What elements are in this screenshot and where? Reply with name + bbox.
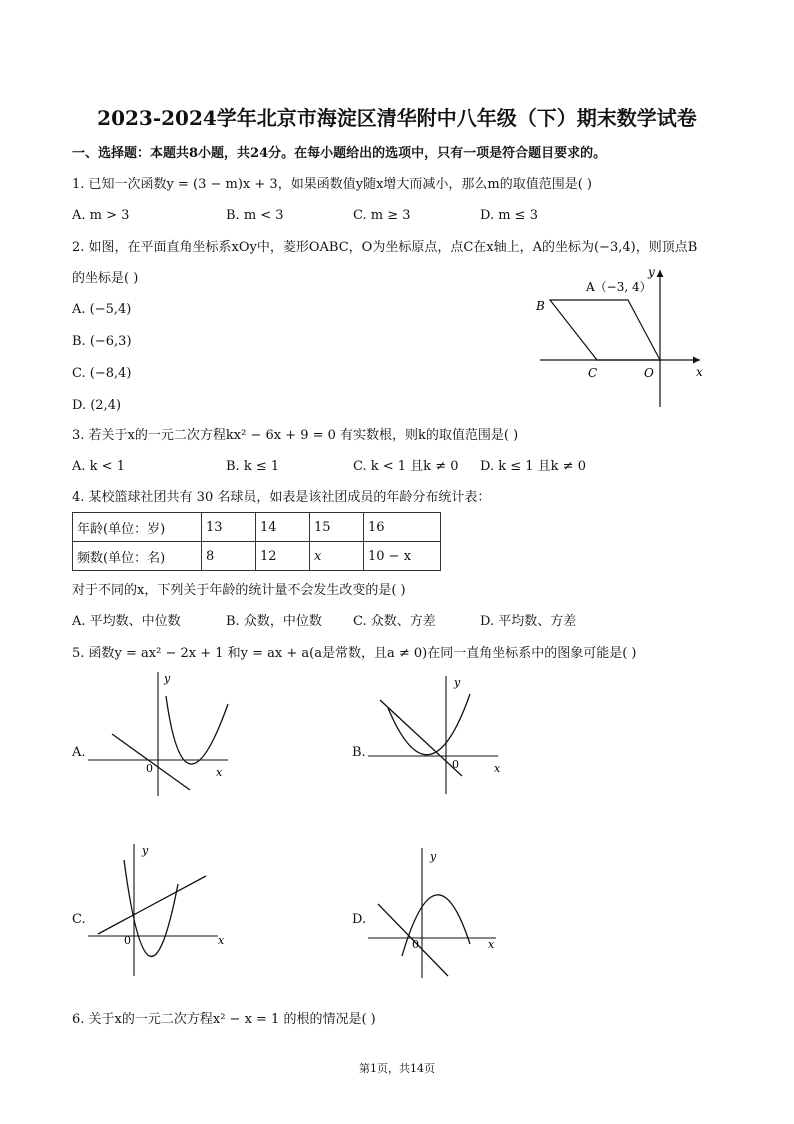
q5-graph-a	[88, 668, 238, 798]
page-title: 2023-2024学年北京市海淀区清华附中八年级（下）期末数学试卷	[97, 106, 697, 130]
question-2-stem-line1: 2. 如图，在平面直角坐标系xOy中，菱形OABC，O为坐标原点，点C在x轴上，A的坐标为(−3,4)，则顶点B	[72, 240, 698, 255]
q5-graph-c	[88, 840, 238, 980]
q3-option-d: D. k ≤ 1 且k ≠ 0	[480, 459, 586, 474]
q2-option-c: C. (−8,4)	[72, 366, 132, 381]
question-4-stem: 4. 某校篮球社团共有 30 名球员，如表是该社团成员的年龄分布统计表：	[72, 490, 491, 505]
q5-graph-b	[368, 672, 508, 802]
axis-label-x: x	[494, 762, 501, 775]
q2-option-d: D. (2,4)	[72, 398, 122, 413]
q1-option-c: C. m ≥ 3	[353, 208, 411, 223]
label-b: B	[536, 299, 545, 313]
q5-option-c: C.	[72, 912, 86, 927]
line	[98, 876, 206, 934]
q3-option-c: C. k < 1 且k ≠ 0	[353, 459, 459, 474]
label-o: O	[644, 366, 654, 380]
question-4-question: 对于不同的x，下列关于年龄的统计量不会发生改变的是( )	[72, 583, 406, 598]
q5-option-a: A.	[72, 745, 86, 760]
label-a: A（−3, 4）	[586, 280, 652, 294]
q2-option-a: A. (−5,4)	[72, 302, 132, 317]
q5-option-b: B.	[352, 745, 366, 760]
label-x: x	[696, 365, 703, 379]
question-1-stem: 1. 已知一次函数y = (3 − m)x + 3，如果函数值y随x增大而减小，那么m的取值范围是( )	[72, 177, 592, 192]
question-6-stem: 6. 关于x的一元二次方程x² − x = 1 的根的情况是( )	[72, 1012, 376, 1027]
q3-option-a: A. k < 1	[72, 459, 125, 474]
question-3-stem: 3. 若关于x的一元二次方程kx² − 6x + 9 = 0 有实数根，则k的取值范围是( )	[72, 428, 519, 443]
origin-label: 0	[124, 934, 131, 947]
axis-label-x: x	[488, 938, 495, 951]
page-footer: 第1页，共14页	[359, 1062, 435, 1075]
axis-label-y: y	[430, 850, 437, 863]
q5-option-d: D.	[352, 912, 367, 927]
label-c: C	[588, 366, 598, 380]
axis-label-y: y	[454, 676, 461, 689]
parabola	[166, 696, 228, 764]
q5-graph-d	[368, 844, 508, 984]
table-cell: x	[310, 542, 364, 571]
origin-label: 0	[412, 938, 419, 951]
table-cell: 13	[202, 513, 256, 542]
table-cell: 10 − x	[364, 542, 441, 571]
table-cell: 15	[310, 513, 364, 542]
q4-option-a: A. 平均数、中位数	[72, 614, 181, 629]
table-cell: 频数(单位：名)	[73, 542, 202, 571]
axis-label-y: y	[164, 672, 171, 685]
question-5-stem: 5. 函数y = ax² − 2x + 1 和y = ax + a(a是常数，且a ≠ 0)在同一直角坐标系中的图象可能是( )	[72, 646, 637, 661]
parabola	[124, 860, 178, 956]
q2-option-b: B. (−6,3)	[72, 334, 132, 349]
axis-label-x: x	[218, 934, 225, 947]
q1-option-a: A. m > 3	[72, 208, 130, 223]
table-cell: 年龄(单位：岁)	[73, 513, 202, 542]
q4-option-d: D. 平均数、方差	[480, 614, 577, 629]
table-cell: 16	[364, 513, 441, 542]
rhombus-oabc	[550, 300, 660, 360]
q4-option-c: C. 众数、方差	[353, 614, 436, 629]
q1-option-b: B. m < 3	[226, 208, 284, 223]
question-2-stem-line2: 的坐标是( )	[72, 271, 139, 286]
axis-label-y: y	[142, 844, 149, 857]
origin-label: 0	[452, 758, 459, 771]
section-heading: 一、选择题：本题共8小题，共24分。在每小题给出的选项中，只有一项是符合题目要求的。	[72, 146, 607, 161]
origin-label: 0	[146, 762, 153, 775]
table-row	[73, 513, 441, 542]
age-table	[72, 512, 441, 571]
rhombus-figure	[520, 262, 720, 412]
axis-label-x: x	[216, 766, 223, 779]
table-cell: 12	[256, 542, 310, 571]
q1-option-d: D. m ≤ 3	[480, 208, 538, 223]
label-y: y	[648, 265, 655, 279]
table-row	[73, 542, 441, 571]
q3-option-b: B. k ≤ 1	[226, 459, 280, 474]
table-cell: 14	[256, 513, 310, 542]
table-cell: 8	[202, 542, 256, 571]
q4-option-b: B. 众数，中位数	[226, 614, 322, 629]
